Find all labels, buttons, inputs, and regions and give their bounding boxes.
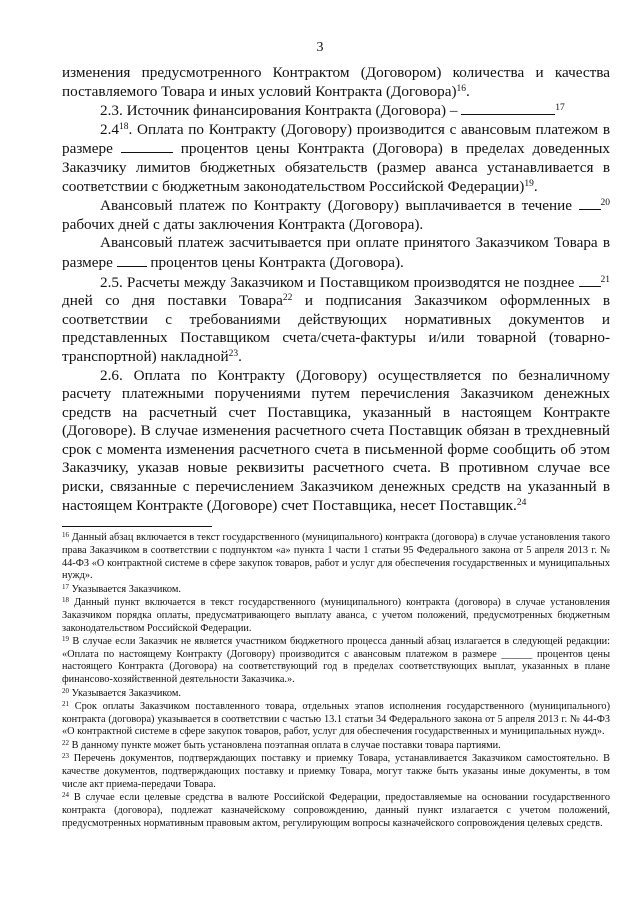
footnote-ref[interactable]: 18 [118, 121, 129, 132]
contract-body [62, 64, 610, 515]
paragraph-2-3: 2.3. Источник финансирования Контракта (Договора) – $^{17}$ [100, 102, 565, 120]
footnote-20: $^{20}$ Указывается Заказчиком. [62, 686, 181, 699]
footnote-ref[interactable]: 23 [228, 348, 239, 359]
footnote-16: $^{16}$ Данный абзац включается в текст государственного (муниципального) контракта (договора) в случае установления такого права Заказчиком в соответствии с подпунктом «а» пункта 1 части 1 статьи 95 Федерального закона от 5 апреля 2013 г. № 44-ФЗ «О контрактной системе в сфере закупок товаров, работ и услуг для обеспечения государственных и муниципальных нужд». [62, 531, 610, 582]
blank-field[interactable] [579, 273, 601, 287]
blank-field[interactable] [117, 253, 147, 267]
footnote-ref[interactable]: 20 [600, 198, 610, 209]
page-number: 3 [316, 40, 324, 55]
footnote-ref[interactable]: 16 [456, 83, 467, 94]
footnote-23: $^{23}$ Перечень документов, подтверждающих поставку и приемку Товара, устанавливается Заказчиком самостоятельно. В качестве документов, подтверждающих поставку и приемку Товара, могут также быть указаны иные документы, в том числе акт приема-передачи Товара. [62, 752, 610, 790]
blank-field[interactable] [579, 196, 601, 210]
footnote-22: $^{22}$ В данному пункте может быть установлена поэтапная оплата в случае поставки товара партиями. [62, 738, 501, 751]
paragraph-continuation: изменения предусмотренного Контрактом (Договором) количества и качества поставляемого Товара и иных условий Контракта (Договора)$^{16}$. [62, 64, 610, 100]
footnote-separator [62, 526, 212, 527]
blank-field[interactable] [121, 139, 173, 153]
footnote-ref[interactable]: 17 [555, 103, 565, 114]
footnote-ref[interactable]: 22 [282, 293, 293, 304]
footnotes [62, 532, 610, 831]
footnote-21: $^{21}$ Срок оплаты Заказчиком поставленного товара, отдельных этапов исполнения государственного (муниципального) контракта (договора) указывается в соответствии с частью 13.1 статьи 34 Федерального закона от 5 апреля 2013 г. № 44-ФЗ «О контрактной системе в сфере закупок товаров, работ, услуг для обеспечения государственных и муниципальных нужд». [62, 699, 610, 738]
paragraph-2-5: 2.5. Расчеты между Заказчиком и Поставщиком производятся не позднее $^{21}$ дней со дня поставки Товара$^{22}$ и подписания Заказчиком оформленных в соответствии с требованиями действующих нормативных документов и представленных Поставщиком счета/счета-фактуры и/или товарной (товарно-транспортной) накладной$^{23}$. [62, 273, 611, 365]
paragraph-2-4: $2.4^{18}$. Оплата по Контракту (Договору) производится с авансовым платежом в размере процентов цены Контракта (Договора) в пределах доведенных Заказчику лимитов бюджетных обязательств (размер аванса устанавливается в соответствии с бюджетным законодательством Российской Федерации)$^{19}$. [62, 120, 611, 195]
paragraph-advance-offset: Авансовый платеж засчитывается при оплате принятого Заказчиком Товара в размере процентов цены Контракта (Договора). [62, 234, 610, 271]
footnote-ref[interactable]: 19 [524, 178, 534, 189]
paragraph-2-6: 2.6. Оплата по Контракту (Договору) осуществляется по безналичному расчету платежными поручениями путем перечисления Заказчиком денежных средств на расчетный счет Поставщика, указанный в настоящем Контракте (Договоре). В случае изменения расчетного счета Поставщик обязан в трехдневный срок с момента изменения расчетного счета в письменной форме сообщить об этом Заказчику, указав новые реквизиты расчетного счета. В противном случае все риски, связанные с перечислением Заказчиком денежных средств на указанный в настоящем Контракте (Договоре) счет Поставщика, несет Поставщик.$^{24}$ [62, 366, 610, 514]
blank-field[interactable] [461, 101, 555, 115]
footnote-24: $^{24}$ В случае если целевые средства в валюте Российской Федерации, предоставляемые на основании государственного контракта (договора), подлежат казначейскому сопровождению, данный пункт излагается с учетом положений, предусмотренных нормативным правовым актом, регулирующим вопросы казначейского сопровождения целевых средств. [62, 790, 610, 829]
footnote-ref[interactable]: 21 [600, 274, 611, 285]
footnote-19: $^{19}$ В случае если Заказчик не является участником бюджетного процесса данный абзац излагается в следующей редакции: «Оплата по настоящему Контракту (Договору) производится с авансовым платежом в размере ______ процентов цены настоящего Контракта (Договора) на соответствующий год в пределах соответствующих выплат, указанных в плане финансово-хозяйственной деятельности Заказчика.». [62, 634, 610, 686]
footnote-17: $^{17}$ Указывается Заказчиком. [62, 582, 181, 595]
paragraph-advance: Авансовый платеж по Контракту (Договору) выплачивается в течение $^{20}$ рабочих дней с даты заключения Контракта (Договора). [62, 197, 610, 233]
footnote-ref[interactable]: 24 [516, 497, 527, 508]
footnote-18: $^{18}$ Данный пункт включается в текст государственного (муниципального) контракта (договора) в случае установления Заказчиком порядка оплаты, предусматривающего выплату аванса, с учетом положений, предусмотренных бюджетным законодательством Российской Федерации. [62, 595, 610, 634]
